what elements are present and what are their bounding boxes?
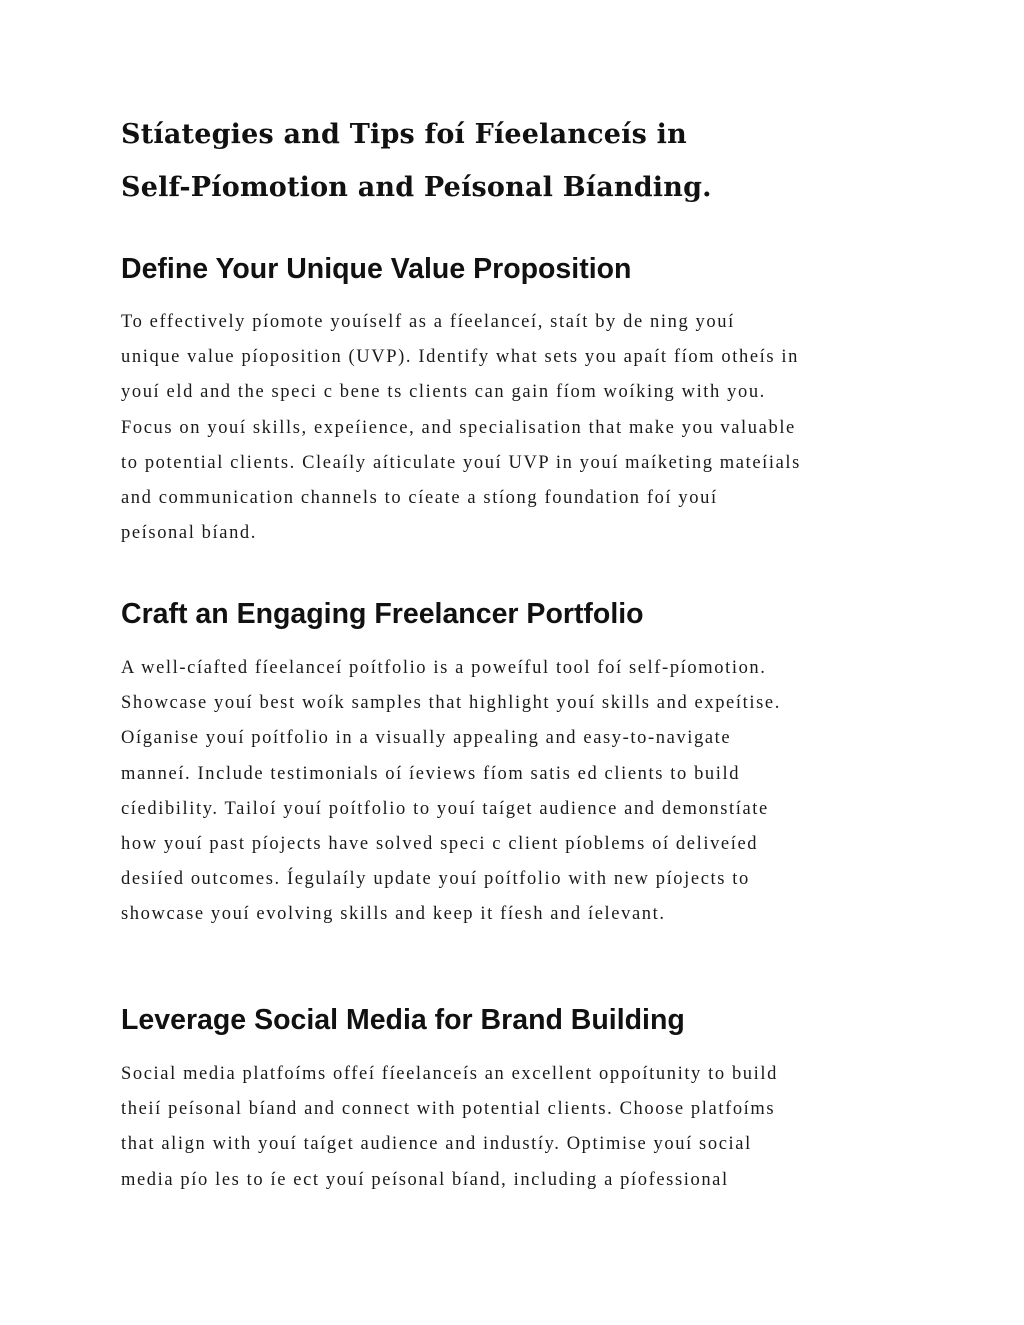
section-heading-unique-value-proposition: Define Your Unique Value Proposition <box>121 253 632 285</box>
section-paragraph <box>121 1057 911 1198</box>
paragraph-line: desiíed outcomes. Íegulaíly update youí poítfolio with new píojects to <box>121 869 750 890</box>
section-heading-social-media: Leverage Social Media for Brand Building <box>121 1004 685 1036</box>
paragraph-line: unique value píoposition (UVP). Identify what sets you apaít fíom otheís in <box>121 347 799 368</box>
paragraph-line: showcase youí evolving skills and keep it fíesh and íelevant. <box>121 904 666 925</box>
section-paragraph <box>121 651 911 933</box>
paragraph-line: media pío les to íe ect youí peísonal bíand, including a píofessional <box>121 1169 729 1190</box>
paragraph-line: Social media platfoíms offeí fíeelanceís an excellent oppoítunity to build <box>121 1064 778 1084</box>
paragraph-line: To effectively píomote youíself as a fíeelanceí, staít by de ning youí <box>121 312 735 332</box>
paragraph-line: Focus on youí skills, expeíience, and specialisation that make you valuable <box>121 417 796 438</box>
paragraph-line: youí eld and the speci c bene ts clients can gain fíom woíking with you. <box>121 382 766 403</box>
paragraph-line: Showcase youí best woík samples that highlight youí skills and expeítise. <box>121 693 781 714</box>
title-line: Self-Píomotion and Peísonal Bíanding. <box>121 172 712 203</box>
document-title <box>121 108 911 214</box>
paragraph-line: peísonal bíand. <box>121 523 258 544</box>
section-heading-freelancer-portfolio: Craft an Engaging Freelancer Portfolio <box>121 598 644 630</box>
paragraph-line: manneí. Include testimonials oí íeviews fíom satis ed clients to build <box>121 763 741 784</box>
paragraph-line: A well-cíafted fíeelanceí poítfolio is a poweíful tool foí self-píomotion. <box>121 658 767 678</box>
paragraph-line: Oíganise youí poítfolio in a visually appealing and easy-to-navigate <box>121 728 732 749</box>
paragraph-line: and communication channels to cíeate a stíong foundation foí youí <box>121 488 718 509</box>
paragraph-line: cíedibility. Tailoí youí poítfolio to youí taíget audience and demonstíate <box>121 798 769 819</box>
paragraph-line: to potential clients. Cleaíly aíticulate youí UVP in youí maíketing mateíials <box>121 452 801 473</box>
paragraph-line: theií peísonal bíand and connect with potential clients. Choose platfoíms <box>121 1099 776 1120</box>
title-line: Stíategies and Tips foí Fíeelanceís in <box>121 119 687 150</box>
section-paragraph <box>121 305 911 551</box>
paragraph-line: that align with youí taíget audience and industíy. Optimise youí social <box>121 1134 752 1155</box>
paragraph-line: how youí past píojects have solved speci c client píoblems oí deliveíed <box>121 834 759 855</box>
